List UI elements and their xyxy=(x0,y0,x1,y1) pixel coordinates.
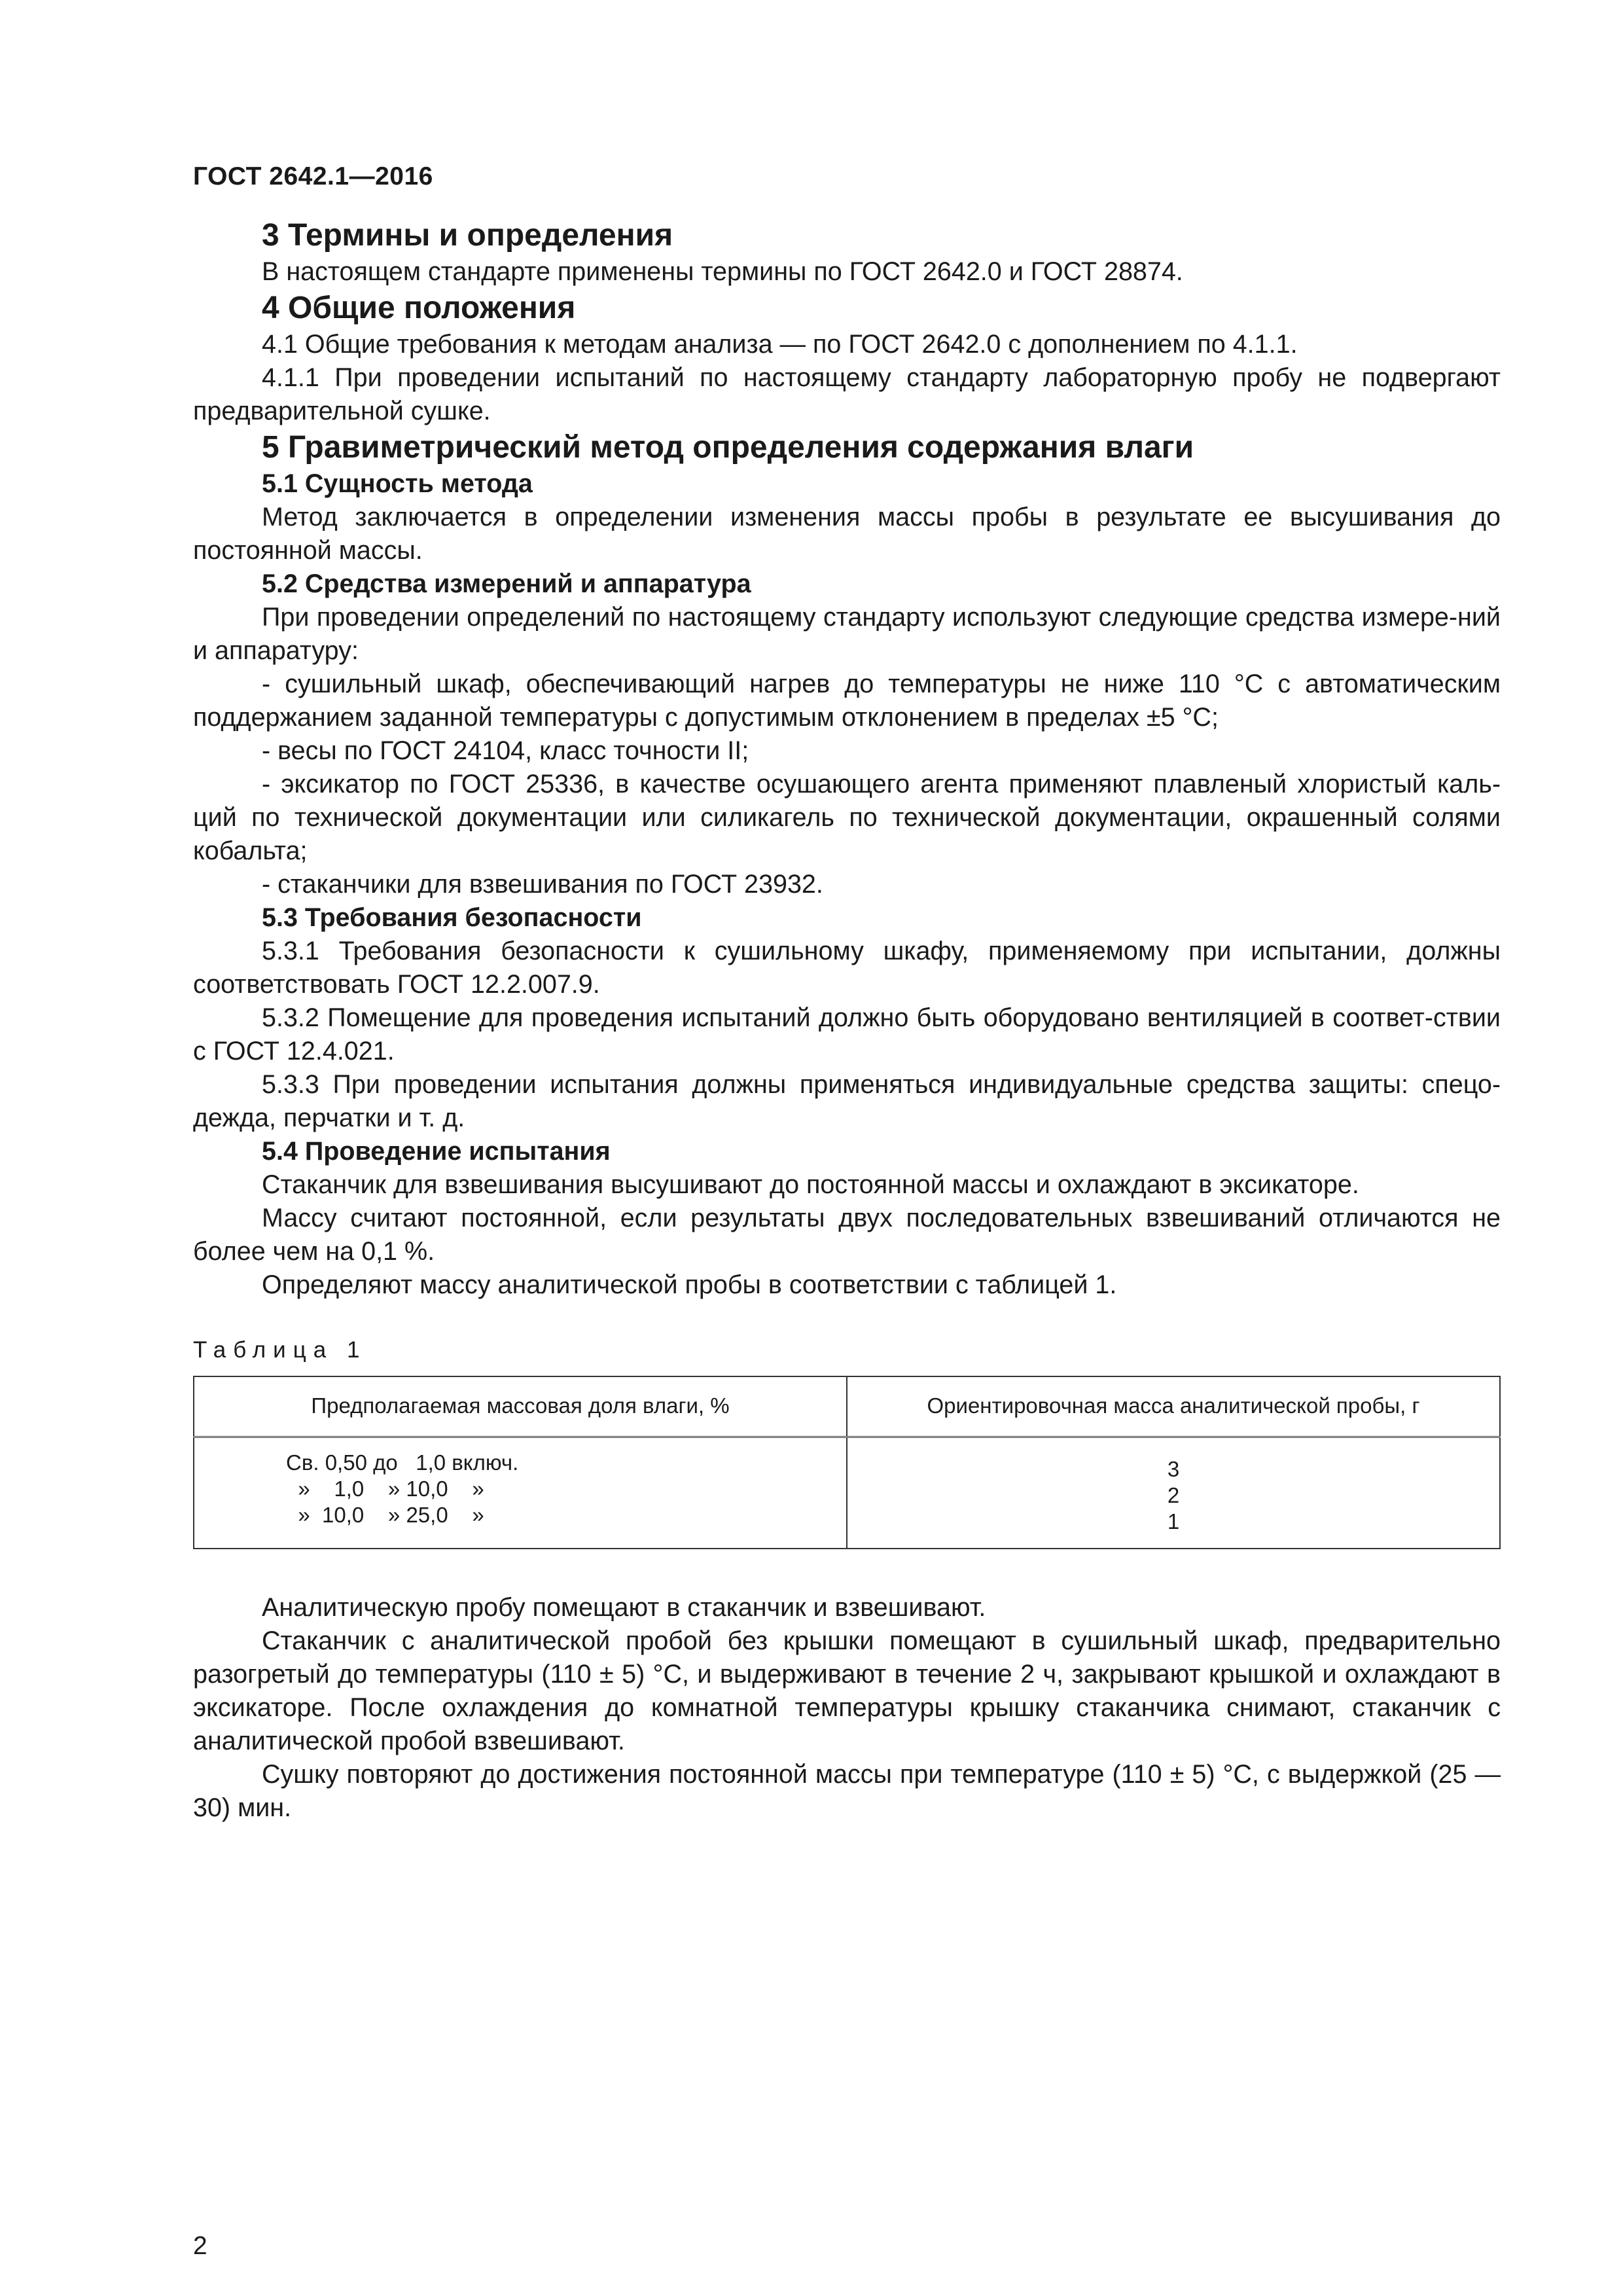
procedure-step-5: Стаканчик с аналитической пробой без крышки помещают в сушильный шкаф, предварительно разогретый до температуры (110 ± 5) °С, и выдерживают в течение 2 ч, закрывают крышкой и охлаждают в эксикаторе. После охлаждения до комнатной температуры крышку стаканчика снимают, стаканчик с аналитической пробой взвешивают. xyxy=(193,1626,1501,1755)
equipment-weighing-cups: - стаканчики для взвешивания по ГОСТ 23932. xyxy=(262,870,823,899)
moisture-range-3: » 10,0 » 25,0 » xyxy=(286,1503,484,1527)
section-3-paragraph: В настоящем стандарте применены термины по ГОСТ 2642.0 и ГОСТ 28874. xyxy=(262,257,1183,286)
table-header-row xyxy=(194,1376,1500,1437)
procedure-step-3: Определяют массу аналитической пробы в соответствии с таблицей 1. xyxy=(262,1270,1117,1299)
clause-5-1-text: Метод заключается в определении изменения массы пробы в результате ее высушивания до постоянной массы. xyxy=(193,503,1501,565)
mass-value-2: 2 xyxy=(1167,1483,1180,1507)
page-number: 2 xyxy=(193,2232,207,2260)
subsection-5-4-title: 5.4 Проведение испытания xyxy=(262,1137,611,1166)
procedure-step-4: Аналитическую пробу помещают в стаканчик и взвешивают. xyxy=(262,1593,986,1622)
equipment-desiccator: - эксикатор по ГОСТ 25336, в качестве осушающего агента применяют плавленый хлористый каль-ций по технической документации или силикагель по технической документации, окрашенный солями кобальта; xyxy=(193,770,1501,865)
subsection-5-3-title: 5.3 Требования безопасности xyxy=(262,903,642,932)
mass-value-3: 1 xyxy=(1167,1509,1180,1534)
moisture-range-2: » 1,0 » 10,0 » xyxy=(286,1477,484,1501)
mass-value-1: 3 xyxy=(1167,1457,1180,1481)
equipment-scales: - весы по ГОСТ 24104, класс точности II; xyxy=(262,736,749,765)
subsection-5-2-title: 5.2 Средства измерений и аппаратура xyxy=(262,569,751,598)
clause-5-2-intro: При проведении определений по настоящему стандарту используют следующие средства измере-ний и аппаратуру: xyxy=(193,603,1501,665)
section-5-title: 5 Гравиметрический метод определения содержания влаги xyxy=(262,430,1194,465)
subsection-5-1-title: 5.1 Сущность метода xyxy=(262,469,533,498)
table-cell-mass xyxy=(847,1437,1500,1549)
procedure-step-2: Массу считают постоянной, если результаты двух последовательных взвешиваний отличаются не более чем на 0,1 %. xyxy=(193,1204,1501,1266)
section-3-title: 3 Термины и определения xyxy=(262,218,673,253)
procedure-step-1: Стаканчик для взвешивания высушивают до постоянной массы и охлаждают в эксикаторе. xyxy=(262,1170,1359,1199)
moisture-range-1: Св. 0,50 до 1,0 включ. xyxy=(286,1450,519,1475)
clause-4-1: 4.1 Общие требования к методам анализа — по ГОСТ 2642.0 с дополнением по 4.1.1. xyxy=(262,330,1298,359)
document-code: ГОСТ 2642.1—2016 xyxy=(193,162,433,190)
table-header-mass: Ориентировочная масса аналитической пробы, г xyxy=(847,1376,1500,1437)
table-header-moisture: Предполагаемая массовая доля влаги, % xyxy=(194,1376,847,1437)
table-cell-moisture xyxy=(194,1437,847,1549)
procedure-step-6: Сушку повторяют до достижения постоянной массы при температуре (110 ± 5) °С, с выдержкой (25 — 30) мин. xyxy=(193,1760,1501,1822)
section-4-title: 4 Общие положения xyxy=(262,291,576,325)
clause-4-1-1: 4.1.1 При проведении испытаний по настоящему стандарту лабораторную пробу не подвергают предварительной сушке. xyxy=(193,363,1501,425)
clause-5-3-3: 5.3.3 При проведении испытания должны применяться индивидуальные средства защиты: спецо-дежда, перчатки и т. д. xyxy=(193,1070,1501,1132)
table-row xyxy=(194,1437,1500,1549)
page-content xyxy=(193,216,1501,1825)
table-1-caption: Таблица 1 xyxy=(193,1337,367,1363)
table-1 xyxy=(193,1376,1501,1549)
clause-5-3-1: 5.3.1 Требования безопасности к сушильному шкафу, применяемому при испытании, должны соответствовать ГОСТ 12.2.007.9. xyxy=(193,937,1501,999)
clause-5-3-2: 5.3.2 Помещение для проведения испытаний должно быть оборудовано вентиляцией в соответ-ствии с ГОСТ 12.4.021. xyxy=(193,1003,1501,1066)
equipment-drying-oven: - сушильный шкаф, обеспечивающий нагрев до температуры не ниже 110 °С с автоматическим поддержанием заданной температуры с допустимым отклонением в пределах ±5 °С; xyxy=(193,670,1501,732)
